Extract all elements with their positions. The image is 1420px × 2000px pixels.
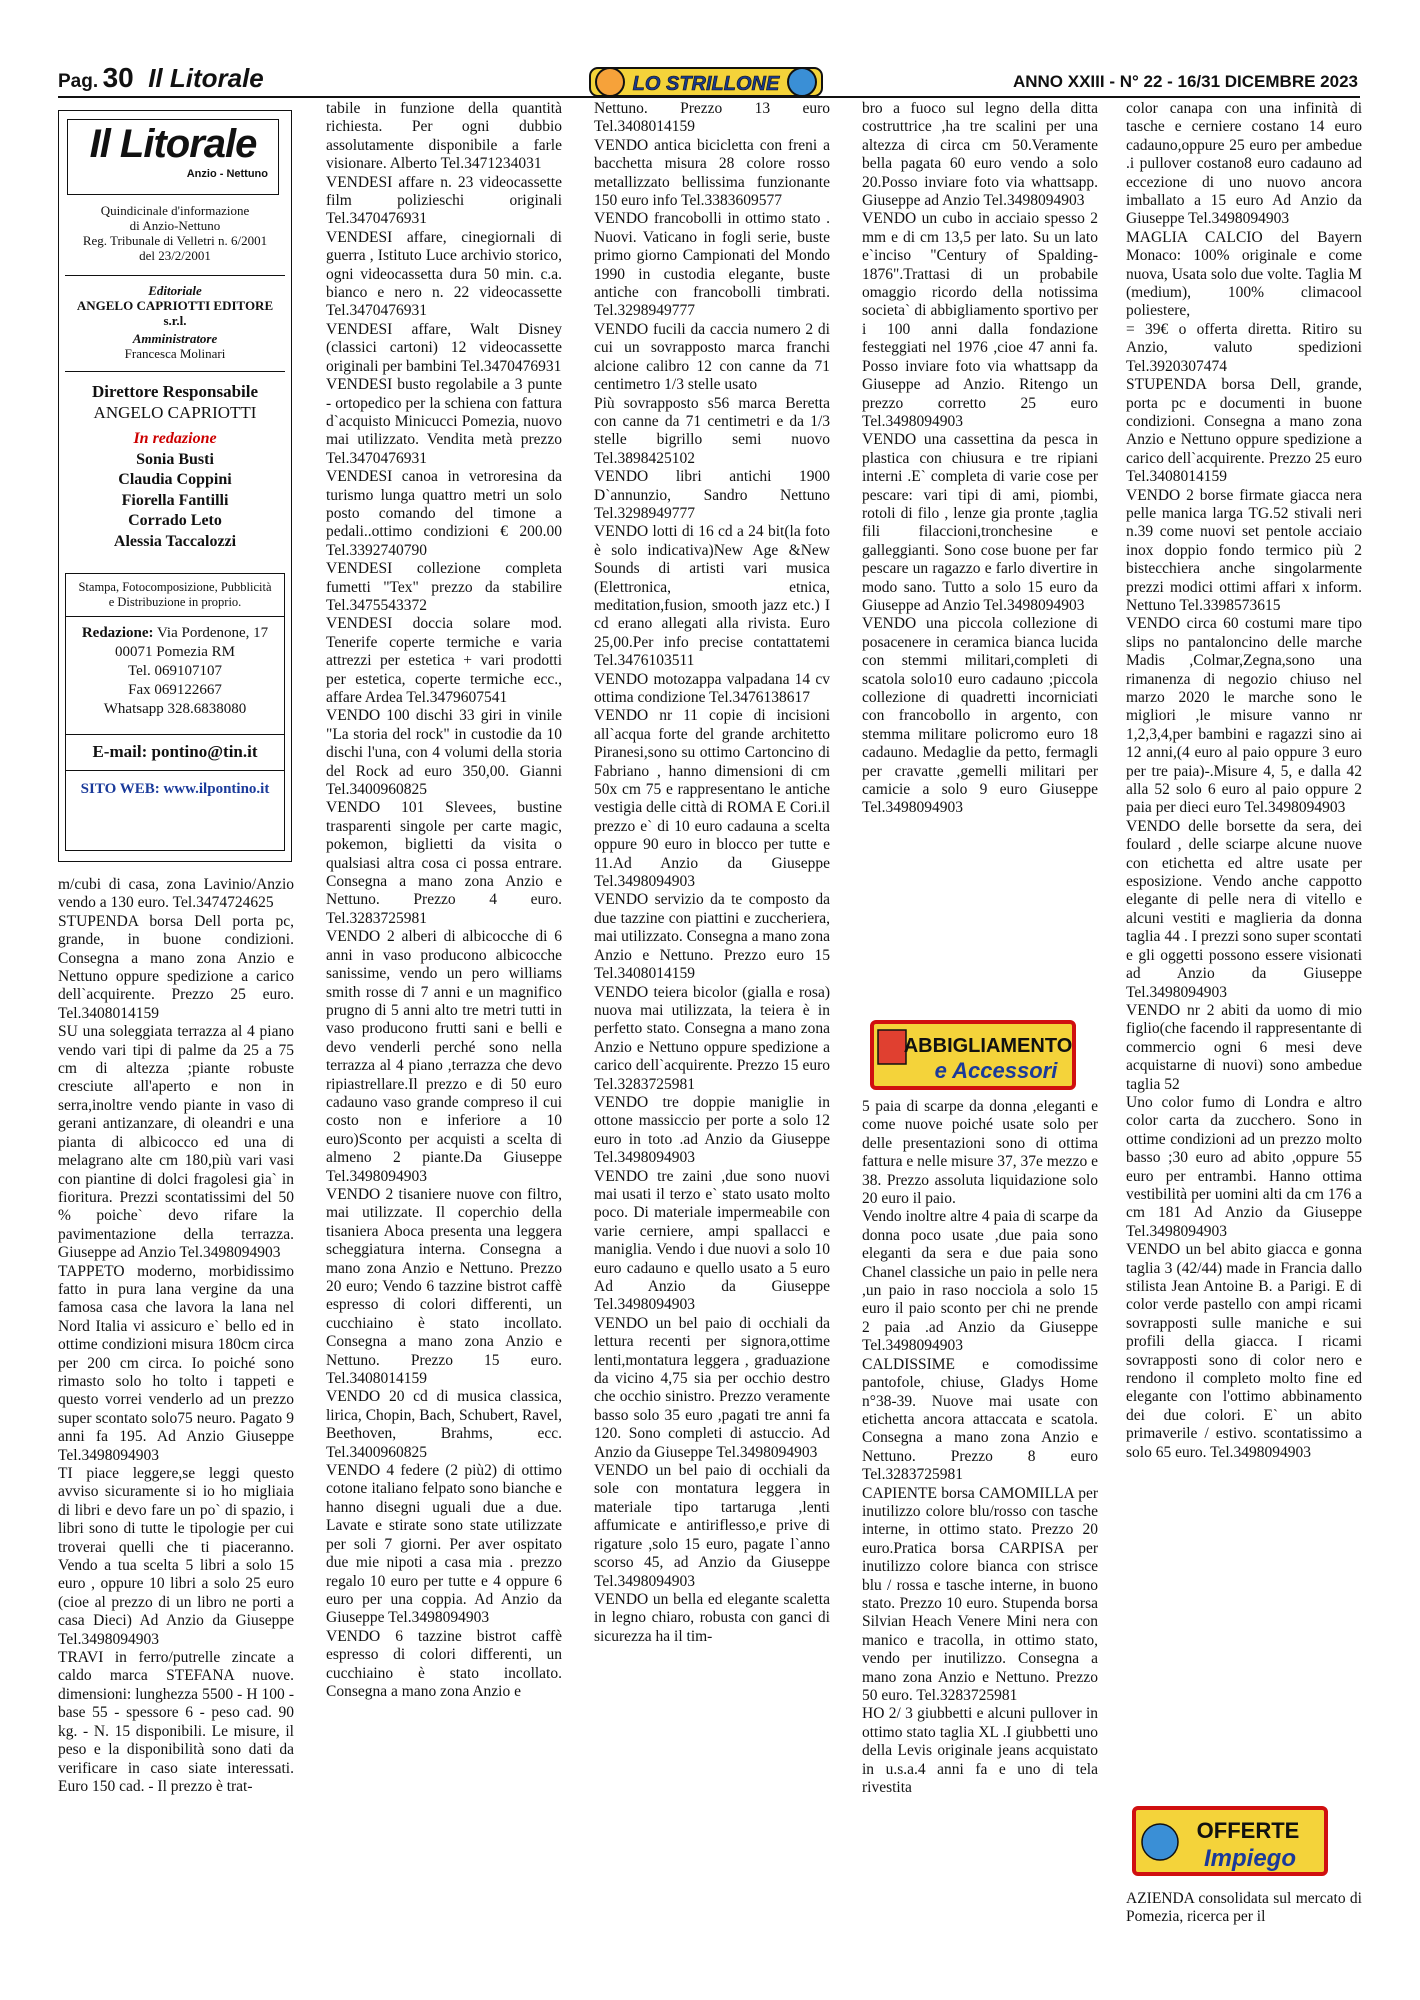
publication-info [65, 203, 285, 263]
director-info [65, 381, 285, 423]
info-line: del 23/2/2001 [139, 248, 211, 263]
column-4-lower [862, 1098, 1098, 1797]
staff-member: Fiorella Fantilli [121, 491, 229, 509]
offerte-impiego-banner [1130, 1802, 1330, 1880]
info-line: di Anzio-Nettuno [129, 218, 221, 233]
editor-name: ANGELO CAPRIOTTI EDITORE s.r.l. [76, 298, 274, 328]
column-5 [1126, 100, 1362, 1462]
info-line: Reg. Tribunale di Velletri n. 6/2001 [82, 233, 268, 248]
page-label: Pag. [58, 71, 99, 92]
issue-info: ANNO XXIII - N° 22 - 16/31 DICEMBRE 2023 [1012, 72, 1358, 91]
website[interactable]: SITO WEB: www.ilpontino.it [80, 781, 270, 797]
classified-text: m/cubi di casa, zona Lavinio/Anzio vendo a 130 euro. Tel.3474724625 STUPENDA borsa Dell porta pc, grande, in buone condizioni. Consegna a mano zona Anzio e Nettuno oppure spedizione a carico dell`acquirente. Prezzo 25 euro. Tel.3408014159 SU una soleggiata terrazza al 4 piano vendo vari tipi di palme da 25 a 75 cm di altezza ;piante robuste cresciute all'aperto e non in serra,inoltre vendo piante in vaso di gerani antizanzare, di oleandri e una pianta di albicocco ed una di melagrano alte cm 180,più vari vasi con piantine di dolci fragolesi gia` in fioritura. Prezzi scontatissimi del 50 % poiche` devo rifare la pavimentazione della terrazza. Giuseppe ad Anzio Tel.3498094903 TAPPETO moderno, morbidissimo fatto in pura lana vergine da una famosa casa che lavora la lana nel Nord Italia vi assicuro e` bello ed in ottime condizioni misura 180cm circa per 200 cm circa. Io poiché sono rimasto solo ho tolto i tappeti e questo vorrei venderlo ad un prezzo super scontato solo75 neuro. Pagato 9 anni fa 195. Ad Anzio Giuseppe Tel.3498094903 TI piace leggere,se leggi questo avviso sicuramente si io ho migliaia di libri e devo fare un po` di spazio, i libri sono di tutte le tipologie per cui troverai quelli che ti piaceranno. Vendo a tua scelta 5 libri a solo 15 euro , oppure 10 libri a solo 25 euro (cioe al prezzo di un libro ne porti a casa Dieci) Ad Anzio da Giuseppe Tel.3498094903 TRAVI in ferro/putrelle zincate a caldo marca STEFANA nuove. dimensioni: lunghezza 5500 - H 100 - base 55 - spessore 6 - peso cad. 90 kg. - N. 15 disponibili. Le misure, il peso e la disponibilità sono dati da verificare in caso siate interessati. Euro 150 cad. - Il prezzo è trat- [58, 876, 294, 1795]
separator [66, 770, 284, 771]
address-label: Redazione: [81, 625, 154, 641]
newspaper-title: Il Litorale [148, 63, 264, 93]
masthead-logo-sub: Anzio - Nettuno [186, 168, 268, 180]
whatsapp: Whatsapp 328.6838080 [103, 701, 247, 717]
classified-text: AZIENDA consolidata sul mercato di Pomezia, ricerca per il [1126, 1890, 1362, 1926]
print-line: Stampa, Fotocomposizione, Pubblicità [78, 580, 272, 594]
phone: Tel. 069107107 [128, 663, 222, 679]
masthead-box [58, 110, 292, 862]
classified-text: tabile in funzione della quantità richiesta. Per ogni dubbio assolutamente disponibile a farle visionare. Alberto Tel.3471234031 VENDESI affare n. 23 videocassette film polizieschi originali Tel.3470476931 VENDESI affare, cinegiornali di guerra , Istituto Luce archivio storico, ogni videocassetta dura 50 min. c.a. bianco e nero n. 22 videocassette Tel.3470476931 VENDESI affare, Walt Disney (classici cartoni) 12 videocassette originali per bambini Tel.3470476931 VENDESI busto regolabile a 3 punte - ortopedico per la schiena con fattura d`acquisto Minicucci Pomezia, nuovo mai utilizzato. Vendita metà prezzo Tel.3470476931 VENDESI canoa in vetroresina da turismo lunga quattro metri un solo posto comando del timone a pedali..ottimo condizioni € 200.00 Tel.3392740790 VENDESI collezione completa fumetti "Tex" prezzo da stabilire Tel.3475543372 VENDESI doccia solare mod. Tenerife coperte termiche e varia attrezzi per estetica + vari prodotti per estetica, coperte termiche ecc., affare Ardea Tel.3479607541 VENDO 100 dischi 33 giri in vinile "La storia del rock" in custodie da 10 dischi l'una, con 4 volumi della storia del Rock ad euro 350,00. Gianni Tel.3400960825 VENDO 101 Slevees, bustine trasparenti singole per carte magic, pokemon, biglietti da visita o qualsiasi altra cosa ci possa entrare. Consegna a mano zona Anzio e Nettuno. Prezzo 4 euro. Tel.3283725981 VENDO 2 alberi di albicocche di 6 anni in vaso producono albicocche sanissime, vendo un pero williams smith rosse di 7 anni e un magnifico prugno di 5 anni alto tre metri tutti in vaso producono frutti sani e belli e devo venderli perché sono nella terrazza al 4 piano ,terrazza che devo ripiastrellare.Il prezzo e di 50 euro cadauno vaso grande compreso il cui costo non e inferiore a 10 euro)Sconto per acquisti a scelta di almeno 2 piante.Da Giuseppe Tel.3498094903 VENDO 2 tisaniere nuove con filtro, mai utilizzate. Il coperchio della tisaniera Aboca presenta una leggera scheggiatura interna. Consegna a mano zona Anzio e Nettuno. Prezzo 20 euro; Vendo 6 tazzine bistrot caffè espresso di colori differenti, un cucchiaino è stato incollato. Consegna a mano zona Anzio e Nettuno. Prezzo 15 euro. Tel.3408014159 VENDO 20 cd di musica classica, lirica, Chopin, Bach, Schubert, Ravel, Beethoven, Brahms, ecc. Tel.3400960825 VENDO 4 federe (2 più2) di ottimo cotone italiano felpato sono bianche e hanno disegni uguali due a due. Lavate e stirate sono state utilizzate per soli 7 giorni. Per aver ospitato due mie nipoti a casa mia . prezzo regalo 10 euro per tutte e 4 oppure 6 euro per una coppia. Ad Anzio da Giuseppe Tel.3498094903 VENDO 6 tazzine bistrot caffè espresso di colori differenti, un cucchiaino è stato incollato. Consegna a mano zona Anzio e [326, 100, 562, 1700]
staff-label: In redazione [133, 430, 217, 447]
staff-info [65, 429, 285, 552]
banner-subtitle: Impiego [1203, 1845, 1297, 1872]
banner-title: OFFERTE [1196, 1818, 1300, 1843]
worker-icon [1142, 1824, 1178, 1860]
staff-member: Alessia Taccalozzi [113, 532, 237, 550]
header-rule [58, 96, 1360, 98]
admin-info [65, 331, 285, 361]
classified-text: 5 paia di scarpe da donna ,eleganti e come nuove poiché usate solo per delle presentazioni sono di ottima fattura e nelle misure 37, 37e mezzo e 38. Prezzo assoluta liquidazione solo 20 euro il paio. Vendo inoltre altre 4 paia di scarpe da donna poco usate ,due paia sono eleganti da sera e due paia sono Chanel classiche un paio in pelle nera ,un paio in raso nocciola a solo 15 euro il paio sconto per chi ne prende 2 paia .ad Anzio da Giuseppe Tel.3498094903 CALDISSIME e comodissime pantofole, chiuse, Gladys Home n°38-39. Nuove mai usate con etichetta ancora attaccata e scatola. Consegna a mano zona Anzio e Nettuno. Prezzo 8 euro Tel.3283725981 CAPIENTE borsa CAMOMILLA per inutilizzo colore blu/rosso con tasche interne, in ottimo stato. Prezzo 20 euro.Pratica borsa CARPISA per inutilizzo colore bianca con strisce blu / rossa e tasche interne, in buono stato. Prezzo 10 euro. Stupenda borsa Silvian Heach Venere Mini nera con manico e tracolla, in ottimo stato, vendo per inutilizzo. Consegna a mano zona Anzio e Nettuno. Prezzo 50 euro. Tel.3283725981 HO 2/ 3 giubbetti e alcuni pullover in ottimo stato taglia XL .I giubbetti uno della Levis originale jeans acquistato in u.s.a.4 anni fa e uno di tela rivestita [862, 1098, 1098, 1797]
column-1 [58, 876, 294, 1796]
print-info [66, 580, 284, 610]
staff-member: Corrado Leto [128, 512, 222, 529]
banner-title: ABBIGLIAMENTO [903, 1035, 1073, 1057]
email[interactable]: E-mail: pontino@tin.it [92, 742, 258, 761]
separator [65, 275, 285, 276]
column-2 [326, 100, 562, 1701]
page-number: 30 [102, 62, 134, 93]
info-line: Quindicinale d'informazione [100, 203, 250, 218]
fax: Fax 069122667 [128, 682, 222, 698]
separator [66, 616, 284, 617]
banner-subtitle: e Accessori [934, 1058, 1058, 1083]
address-info [66, 624, 284, 719]
masthead-logo [67, 119, 279, 195]
column-4 [862, 100, 1098, 818]
admin-name: Francesca Molinari [124, 346, 226, 361]
classified-text: bro a fuoco sul legno della ditta costruttrice ,ha tre scalini per una altezza di circa cm 50.Veramente bella pagata 60 euro vendo a solo 20.Posso inviare foto via whattsapp. Giuseppe ad Anzio Tel.3498094903 VENDO un cubo in acciaio spesso 2 mm e di cm 13,5 per lato. Su un lato e`inciso "Century of Spalding-1876".Trattasi di un probabile omaggio ricordo della notissima societa` di abbigliamento sportivo per i 100 anni dalla fondazione festeggiati nel 1976 ,cioe 47 anni fa. Posso inviare foto via whattsapp da Giuseppe ad Anzio. Ritengo un prezzo corretto 25 euro Tel.3498094903 VENDO una cassettina da pesca in plastica con chiusura e tre ripiani interni .E` completa di varie cose per pescare: vari tipi di ami, piombi, rotoli di filo , lenze gia pronte ,taglia fili filaccioni,tronchesine e galleggianti. Sono cose buone per far pescare un ragazzo e farlo divertire in modo sano. Tutto a solo 15 euro da Giuseppe ad Anzio Tel.3498094903 VENDO una piccola collezione di posacenere in ceramica bianca lucida con stemmi militari,completi di scatola solo10 euro cadauno ;piccola collezione di quadretti incorniciati con francobollo in argento, con stemma militare policromo euro 18 cadauno. Medaglie da petto, fermagli per cravatte ,gemelli militari per camicie a solo 9 euro Giuseppe Tel.3498094903 [862, 100, 1098, 817]
director-name: ANGELO CAPRIOTTI [93, 403, 257, 422]
postal-code: 00071 Pomezia RM [115, 644, 235, 660]
logo-text: LO STRILLONE [632, 73, 780, 95]
editor-info [65, 283, 285, 328]
separator [65, 371, 285, 372]
header-left [58, 62, 264, 94]
classified-text: color canapa con una infinità di tasche e cerniere costano 14 euro cadauno,oppure 25 euro per ambedue .i pullover costano8 euro cadauno ad eccezione di uno nuovo ancora imballato a 15 euro Ad Anzio da Giuseppe Tel.3498094903 MAGLIA CALCIO del Bayern Monaco: 100% originale e come nuova, Usata solo due volte. Taglia M (medium), 100% climacool poliestere, = 39€ o offerta diretta. Ritiro su Anzio, valuto spedizioni Tel.3920307474 STUPENDA borsa Dell, grande, porta pc e documenti in buone condizioni. Consegna a mano zona Anzio e Nettuno oppure spedizione a carico dell`acquirente. Prezzo 25 euro Tel.3408014159 VENDO 2 borse firmate giacca nera pelle manica larga TG.52 stivali neri n.39 come nuovi set pentole acciaio inox doppio fondo termico più 2 bistecchiera anche singolarmente prezzi modici ottimi affari x inform. Nettuno Tel.3398573615 VENDO circa 60 costumi mare tipo slips no pantaloncino delle marche Madis ,Colmar,Zegna,sono una rimanenza di negozio chiuso nel marzo 2020 le marche sono le migliori ,le misure vanno nr 1,2,3,4,per bambini e ragazzi sino ai 12 anni,(4 euro al paio oppure 3 euro per tre paia)-.Misure 4, 5, e dalla 42 alla 52 solo 6 euro al paio oppure 2 paia per dieci euro Tel.3498094903 VENDO delle borsette da sera, dei foulard , delle sciarpe alcune nuove con etichetta ed altre usate per esposizione. Vendo anche cappotto elegante di pelle nera di vitello e alcuni vestiti e maglieria da donna taglia 44 . I prezzi sono super scontati e gli oggetti possono essere visionati ad Anzio da Giuseppe Tel.3498094903 VENDO nr 2 abiti da uomo di mio figlio(che facendo il rappresentante di commercio ogni 6 mesi deve acquistarne di nuovi) sono ambedue taglia 52 Uno color fumo di Londra e altro color carta da zucchero. Sono in ottime condizioni ad un prezzo molto basso ;30 euro ad abito ,oppure 55 euro per entrambi. Hanno ottima vestibilità per uomini alti da cm 176 a cm 181 Ad Anzio da Giuseppe Tel.3498094903 VENDO un bel abito giacca e gonna taglia 3 (42/44) made in Francia dallo stilista Jean Antoine B. a Parigi. E di color verde pastello con ampi ricami sovrapposti sulle maniche e sui profili della giacca. I ricami sovrapposti sono di color nero e rendono il completo molto fine ed elegante con l'ottimo abbinamento dei due colori. E` un abito primaverile / estivo. scontatissimo a solo 65 euro. Tel.3498094903 [1126, 100, 1362, 1461]
staff-member: Claudia Coppini [118, 471, 232, 488]
print-line: e Distribuzione in proprio. [108, 595, 242, 609]
shirt-icon [878, 1030, 906, 1064]
separator [66, 734, 284, 735]
address-value: Via Pordenone, 17 [153, 625, 269, 641]
editor-label: Editoriale [148, 283, 202, 298]
admin-label: Amministratore [132, 331, 218, 346]
classified-text: Nettuno. Prezzo 13 euro Tel.3408014159 VENDO antica bicicletta con freni a bacchetta misura 28 colore rosso metallizzato bellissima funzionante 150 euro info Tel.3383609577 VENDO francobolli in ottimo stato . Nuovi. Vaticano in fogli serie, buste primo giorno Campionati del Mondo 1990 in custodia elegante, buste antiche con francobolli timbrati. Tel.3298949777 VENDO fucili da caccia numero 2 di cui un sovrapposto marca franchi alcione calibro 12 con canne da 71 centimetro 1/3 stelle usato Più sovrapposto s56 marca Beretta con canne da 71 centimetri e da 1/3 stelle bigrillo semi nuovo Tel.3898425102 VENDO libri antichi 1900 D`annunzio, Sandro Nettuno Tel.3298949777 VENDO lotti di 16 cd a 24 bit(la foto è solo indicativa)New Age &New Sounds di artisti vari musica (Elettronica, etnica, meditation,fusion, smooth jazz etc.) I cd erano allegati alla rivista. Euro 25,00.Per info precise contattatemi Tel.3476103511 VENDO motozappa valpadana 14 cv ottima condizione Tel.3476138617 VENDO nr 11 copie di incisioni all`acqua forte del grande architetto Piranesi,sono su ottimo Cartoncino di Fabriano , hanno dimensioni di cm 50x cm 75 e rappresentano le antiche vestigia delle città di ROMA E Cori.il prezzo e` di 10 euro cadauna a scelta oppure 90 euro in blocco per tutte e 11.Ad Anzio da Giuseppe Tel.3498094903 VENDO servizio da te composto da due tazzine con piattini e zuccheriera, mai utilizzato. Consegna a mano zona Anzio e Nettuno. Prezzo euro 15 Tel.3408014159 VENDO teiera bicolor (gialla e rosa) nuova mai utilizzata, la teiera è in perfetto stato. Consegna a mano zona Anzio e Nettuno oppure spedizione a carico dell`acquirente. Prezzo 15 euro Tel.3283725981 VENDO tre doppie maniglie in ottone massiccio per porte a solo 12 euro in toto .ad Anzio da Giuseppe Tel.3498094903 VENDO tre zaini ,due sono nuovi mai usati il terzo e` stato usato molto poco. Di materiale impermeabile con varie cerniere, ampi spallacci e maniglia. Vendo i due nuovi a solo 10 euro cadauno e quello usato a 5 euro Ad Anzio da Giuseppe Tel.3498094903 VENDO un bel paio di occhiali da lettura recenti per signora,ottime lenti,montatura leggera , graduazione da vicino 4,75 sia per occhio destro che occhio sinistro. Prezzo veramente basso solo 35 euro ,pagati tre anni fa 120. Sono completi di astuccio. Ad Anzio da Giuseppe Tel.3498094903 VENDO un bel paio di occhiali da sole con montatura leggera in materiale tipo tartaruga ,lenti affumicate e antiriflesso,e prive di rigature ,solo 15 euro, pagate l`anno scorso 45, ad Anzio da Giuseppe Tel.3498094903 VENDO un bella ed elegante scaletta in legno chiaro, robusta con ganci di sicurezza ha il tim- [594, 100, 830, 1645]
staff-member: Sonia Busti [136, 450, 214, 468]
contact-box [65, 573, 285, 851]
abbigliamento-banner [868, 1016, 1078, 1094]
masthead-logo-title: Il Litorale [89, 122, 257, 166]
director-label: Direttore Responsabile [91, 382, 259, 401]
column-3 [594, 100, 830, 1646]
column-5-lower [1126, 1890, 1362, 1927]
